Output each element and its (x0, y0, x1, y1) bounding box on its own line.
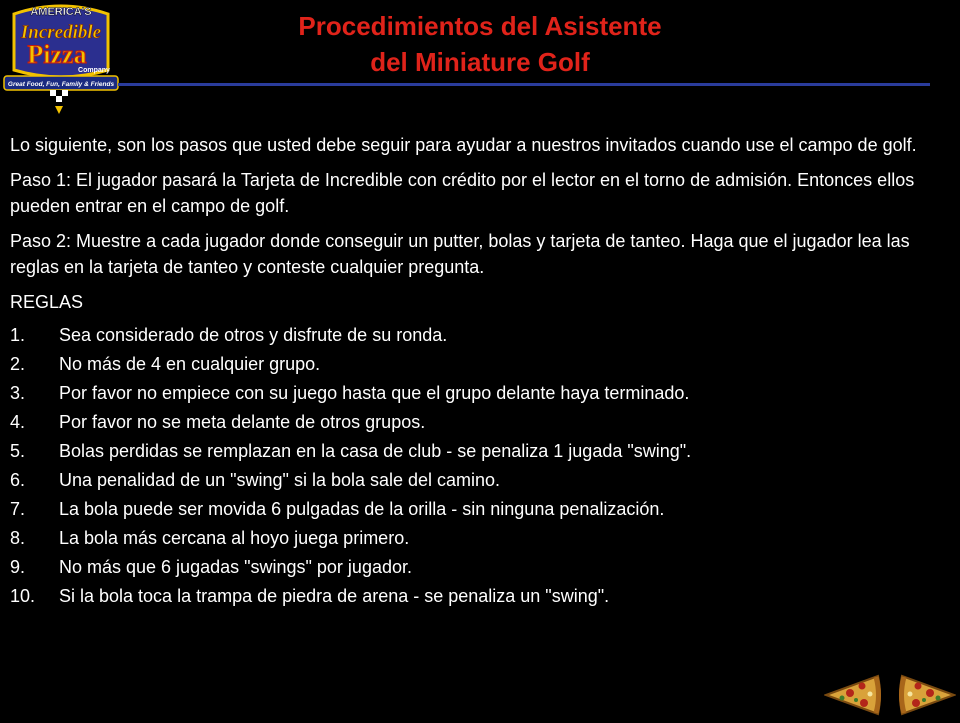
title-divider (118, 83, 930, 86)
rule-text: No más de 4 en cualquier grupo. (59, 354, 321, 374)
rule-text: Por favor no empiece con su juego hasta que el grupo delante haya terminado. (59, 383, 690, 403)
rule-text: La bola puede ser movida 6 pulgadas de la orilla - sin ninguna penalización. (59, 499, 665, 519)
rule-text: La bola más cercana al hoyo juega primero. (59, 528, 410, 548)
list-item (10, 466, 955, 495)
rule-text: Si la bola toca la trampa de piedra de arena - se penaliza un "swing". (59, 586, 610, 606)
rule-number: 6. (10, 470, 26, 490)
logo-word-company: Company (78, 67, 110, 74)
next-slide-button[interactable] (898, 672, 956, 718)
list-item (10, 495, 955, 524)
pizza-slice-left-arrow-icon (824, 672, 882, 718)
list-item (10, 582, 955, 611)
list-item (10, 379, 955, 408)
intro-paragraph: Lo siguiente, son los pasos que usted debe seguir para ayudar a nuestros invitados cuando use el campo de golf. (10, 135, 917, 155)
rules-heading: REGLAS (10, 292, 84, 312)
rule-text: Por favor no se meta delante de otros grupos. (59, 412, 426, 432)
rule-number: 10. (10, 586, 36, 606)
title-line-2: del Miniature Golf (370, 47, 590, 77)
logo-word-pizza: Pizza (27, 40, 87, 69)
rule-number: 2. (10, 354, 26, 374)
logo-tagline: Great Food, Fun, Family & Friends (7, 81, 115, 88)
rule-text: Bolas perdidas se remplazan en la casa de club - se penaliza 1 jugada "swing". (59, 441, 692, 461)
rule-number: 7. (10, 499, 26, 519)
title-line-1: Procedimientos del Asistente (298, 11, 662, 41)
logo-word-incredible: Incredible (20, 22, 102, 43)
company-logo (2, 0, 120, 116)
previous-slide-button[interactable] (824, 672, 882, 718)
rule-number: 1. (10, 325, 26, 345)
step-1-paragraph: Paso 1: El jugador pasará la Tarjeta de Incredible con crédito por el lector en el torno de admisión. Entonces ellos pueden entrar en el campo de golf. (10, 170, 915, 216)
rule-text: Sea considerado de otros y disfrute de su ronda. (59, 325, 448, 345)
rule-number: 5. (10, 441, 26, 461)
step-2-paragraph: Paso 2: Muestre a cada jugador donde conseguir un putter, bolas y tarjeta de tanteo. Haga que el jugador lea las reglas en la tarjeta de tanteo y conteste cualquier pregunta. (10, 231, 910, 277)
list-item (10, 408, 955, 437)
rule-number: 3. (10, 383, 26, 403)
slide-body (10, 132, 955, 611)
rule-text: Una penalidad de un "swing" si la bola sale del camino. (59, 470, 501, 490)
logo-graphic (2, 0, 120, 116)
rule-number: 9. (10, 557, 26, 577)
rule-number: 4. (10, 412, 26, 432)
pizza-slice-right-arrow-icon (898, 672, 956, 718)
list-item (10, 524, 955, 553)
rule-text: No más que 6 jugadas "swings" por jugador. (59, 557, 412, 577)
rules-list (10, 321, 955, 611)
list-item (10, 350, 955, 379)
rule-number: 8. (10, 528, 26, 548)
list-item (10, 321, 955, 350)
page-title (180, 8, 780, 80)
logo-top-text: AMERICA'S (30, 6, 92, 18)
list-item (10, 437, 955, 466)
list-item (10, 553, 955, 582)
